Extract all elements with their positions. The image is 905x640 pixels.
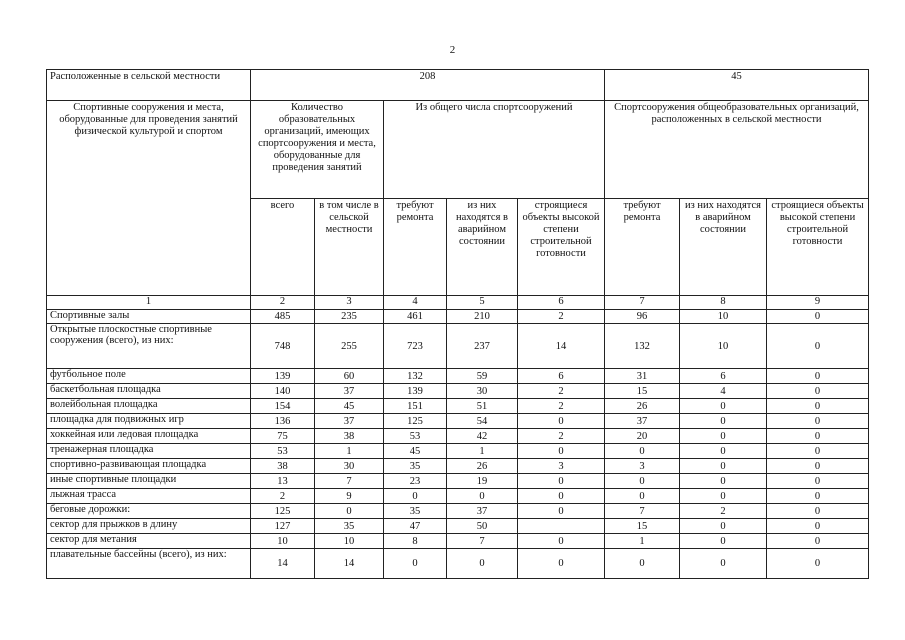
- row-label: хоккейная или ледовая площадка: [47, 429, 251, 444]
- page-number: 2: [449, 44, 456, 56]
- cell-value: 10: [680, 324, 767, 369]
- cell-value: 748: [251, 324, 315, 369]
- cell-value: 75: [251, 429, 315, 444]
- rural-value-1: 208: [251, 70, 605, 101]
- cell-value: 0: [680, 534, 767, 549]
- cell-value: 7: [447, 534, 518, 549]
- cell-value: 151: [384, 399, 447, 414]
- cell-value: 0: [767, 474, 869, 489]
- statistics-table: [46, 69, 869, 579]
- column-number: 9: [767, 296, 869, 310]
- cell-value: 723: [384, 324, 447, 369]
- cell-value: 15: [605, 384, 680, 399]
- cell-value: 38: [251, 459, 315, 474]
- cell-value: 30: [447, 384, 518, 399]
- table-row: [47, 384, 869, 399]
- cell-value: 136: [251, 414, 315, 429]
- cell-value: 2: [518, 399, 605, 414]
- table-row: [47, 459, 869, 474]
- cell-value: 3: [518, 459, 605, 474]
- cell-value: 7: [315, 474, 384, 489]
- cell-value: 60: [315, 369, 384, 384]
- cell-value: 139: [384, 384, 447, 399]
- cell-value: 237: [447, 324, 518, 369]
- cell-value: 0: [767, 444, 869, 459]
- cell-value: 0: [767, 310, 869, 324]
- cell-value: 35: [315, 519, 384, 534]
- table-row: [47, 534, 869, 549]
- cell-value: 0: [767, 534, 869, 549]
- cell-value: 0: [680, 549, 767, 579]
- column-number: 2: [251, 296, 315, 310]
- cell-value: 0: [518, 444, 605, 459]
- cell-value: 132: [384, 369, 447, 384]
- cell-value: 255: [315, 324, 384, 369]
- cell-value: 96: [605, 310, 680, 324]
- cell-value: 0: [767, 384, 869, 399]
- cell-value: 0: [680, 474, 767, 489]
- rural-label: Расположенные в сельской местности: [47, 70, 251, 101]
- cell-value: 0: [315, 504, 384, 519]
- row-label: волейбольная площадка: [47, 399, 251, 414]
- cell-value: 45: [315, 399, 384, 414]
- table-row: [47, 504, 869, 519]
- cell-value: 0: [680, 489, 767, 504]
- cell-value: 2: [518, 384, 605, 399]
- cell-value: 35: [384, 504, 447, 519]
- cell-value: 20: [605, 429, 680, 444]
- row-label: сектор для прыжков в длину: [47, 519, 251, 534]
- cell-value: 6: [518, 369, 605, 384]
- cell-value: 0: [605, 444, 680, 459]
- cell-value: 37: [605, 414, 680, 429]
- cell-value: 37: [447, 504, 518, 519]
- cell-value: 461: [384, 310, 447, 324]
- subheader-total: всего: [251, 199, 315, 296]
- subheader-rural-need-repair: требуют ремонта: [605, 199, 680, 296]
- cell-value: 0: [518, 534, 605, 549]
- subheader-rural-under-construction: строящиеся объекты высокой степени строительной готовности: [767, 199, 869, 296]
- cell-value: [518, 519, 605, 534]
- cell-value: 140: [251, 384, 315, 399]
- table-row: [47, 310, 869, 324]
- subheader-need-repair: требуют ремонта: [384, 199, 447, 296]
- table-row: [47, 489, 869, 504]
- table-row: [47, 414, 869, 429]
- cell-value: 10: [315, 534, 384, 549]
- cell-value: 485: [251, 310, 315, 324]
- cell-value: 8: [384, 534, 447, 549]
- row-label: беговые дорожки:: [47, 504, 251, 519]
- cell-value: 0: [767, 369, 869, 384]
- cell-value: 23: [384, 474, 447, 489]
- cell-value: 0: [680, 444, 767, 459]
- cell-value: 0: [605, 489, 680, 504]
- column-number: 3: [315, 296, 384, 310]
- cell-value: 0: [767, 504, 869, 519]
- column-number: 8: [680, 296, 767, 310]
- column-number: 7: [605, 296, 680, 310]
- cell-value: 3: [605, 459, 680, 474]
- cell-value: 2: [251, 489, 315, 504]
- cell-value: 1: [605, 534, 680, 549]
- cell-value: 0: [518, 474, 605, 489]
- cell-value: 1: [447, 444, 518, 459]
- cell-value: 4: [680, 384, 767, 399]
- cell-value: 139: [251, 369, 315, 384]
- cell-value: 0: [518, 414, 605, 429]
- row-label: Открытые плоскостные спортивные сооружения (всего), из них:: [47, 324, 251, 369]
- cell-value: 53: [251, 444, 315, 459]
- cell-value: 0: [767, 399, 869, 414]
- table-row: [47, 549, 869, 579]
- cell-value: 0: [767, 414, 869, 429]
- cell-value: 59: [447, 369, 518, 384]
- cell-value: 0: [518, 504, 605, 519]
- table-row: [47, 429, 869, 444]
- cell-value: 0: [680, 414, 767, 429]
- cell-value: 0: [680, 459, 767, 474]
- rural-row: [47, 70, 869, 101]
- subheader-emergency: из них находятся в аварийном состоянии: [447, 199, 518, 296]
- cell-value: 0: [767, 489, 869, 504]
- cell-value: 38: [315, 429, 384, 444]
- cell-value: 235: [315, 310, 384, 324]
- column-numbers-row: [47, 296, 869, 310]
- cell-value: 0: [767, 429, 869, 444]
- column-number: 1: [47, 296, 251, 310]
- cell-value: 0: [767, 549, 869, 579]
- cell-value: 0: [767, 324, 869, 369]
- cell-value: 45: [384, 444, 447, 459]
- cell-value: 7: [605, 504, 680, 519]
- cell-value: 10: [251, 534, 315, 549]
- cell-value: 125: [384, 414, 447, 429]
- table-row: [47, 519, 869, 534]
- column-number: 6: [518, 296, 605, 310]
- cell-value: 30: [315, 459, 384, 474]
- table-row: [47, 324, 869, 369]
- row-label: футбольное поле: [47, 369, 251, 384]
- cell-value: 0: [767, 519, 869, 534]
- row-label: иные спортивные площадки: [47, 474, 251, 489]
- cell-value: 6: [680, 369, 767, 384]
- cell-value: 2: [518, 429, 605, 444]
- cell-value: 47: [384, 519, 447, 534]
- cell-value: 127: [251, 519, 315, 534]
- row-label: тренажерная площадка: [47, 444, 251, 459]
- cell-value: 0: [447, 549, 518, 579]
- cell-value: 0: [518, 489, 605, 504]
- cell-value: 54: [447, 414, 518, 429]
- cell-value: 210: [447, 310, 518, 324]
- cell-value: 0: [680, 399, 767, 414]
- cell-value: 132: [605, 324, 680, 369]
- cell-value: 26: [605, 399, 680, 414]
- header-group-2: Из общего числа спортсооружений: [384, 101, 605, 199]
- cell-value: 2: [680, 504, 767, 519]
- cell-value: 2: [518, 310, 605, 324]
- cell-value: 125: [251, 504, 315, 519]
- cell-value: 50: [447, 519, 518, 534]
- cell-value: 0: [767, 459, 869, 474]
- subheader-rural-emergency: из них находятся в аварийном состоянии: [680, 199, 767, 296]
- header-group-3: Спортсооружения общеобразовательных организаций, расположенных в сельской местности: [605, 101, 869, 199]
- cell-value: 0: [680, 519, 767, 534]
- cell-value: 0: [518, 549, 605, 579]
- cell-value: 15: [605, 519, 680, 534]
- column-number: 5: [447, 296, 518, 310]
- cell-value: 154: [251, 399, 315, 414]
- row-label: сектор для метания: [47, 534, 251, 549]
- cell-value: 42: [447, 429, 518, 444]
- row-label: Спортивные залы: [47, 310, 251, 324]
- cell-value: 14: [518, 324, 605, 369]
- cell-value: 0: [447, 489, 518, 504]
- cell-value: 51: [447, 399, 518, 414]
- cell-value: 0: [384, 489, 447, 504]
- row-label: спортивно-развивающая площадка: [47, 459, 251, 474]
- cell-value: 37: [315, 414, 384, 429]
- cell-value: 0: [680, 429, 767, 444]
- rural-value-2: 45: [605, 70, 869, 101]
- subheader-rural: в том числе в сельской местности: [315, 199, 384, 296]
- cell-value: 0: [605, 549, 680, 579]
- row-label: площадка для подвижных игр: [47, 414, 251, 429]
- table-row: [47, 369, 869, 384]
- row-label: баскетбольная площадка: [47, 384, 251, 399]
- cell-value: 31: [605, 369, 680, 384]
- header-row-label: Спортивные сооружения и места, оборудованные для проведения занятий физической культурой и спортом: [47, 101, 251, 296]
- cell-value: 0: [384, 549, 447, 579]
- column-number: 4: [384, 296, 447, 310]
- cell-value: 26: [447, 459, 518, 474]
- table-row: [47, 444, 869, 459]
- cell-value: 37: [315, 384, 384, 399]
- cell-value: 10: [680, 310, 767, 324]
- cell-value: 19: [447, 474, 518, 489]
- cell-value: 1: [315, 444, 384, 459]
- row-label: плавательные бассейны (всего), из них:: [47, 549, 251, 579]
- cell-value: 13: [251, 474, 315, 489]
- table-row: [47, 474, 869, 489]
- cell-value: 14: [251, 549, 315, 579]
- table-row: [47, 399, 869, 414]
- cell-value: 14: [315, 549, 384, 579]
- header-group-1: Количество образовательных организаций, имеющих спортсооружения и места, оборудованные для проведения занятий: [251, 101, 384, 199]
- cell-value: 0: [605, 474, 680, 489]
- cell-value: 9: [315, 489, 384, 504]
- row-label: лыжная трасса: [47, 489, 251, 504]
- cell-value: 35: [384, 459, 447, 474]
- header-row-groups: [47, 101, 869, 199]
- subheader-under-construction: строящиеся объекты высокой степени строительной готовности: [518, 199, 605, 296]
- cell-value: 53: [384, 429, 447, 444]
